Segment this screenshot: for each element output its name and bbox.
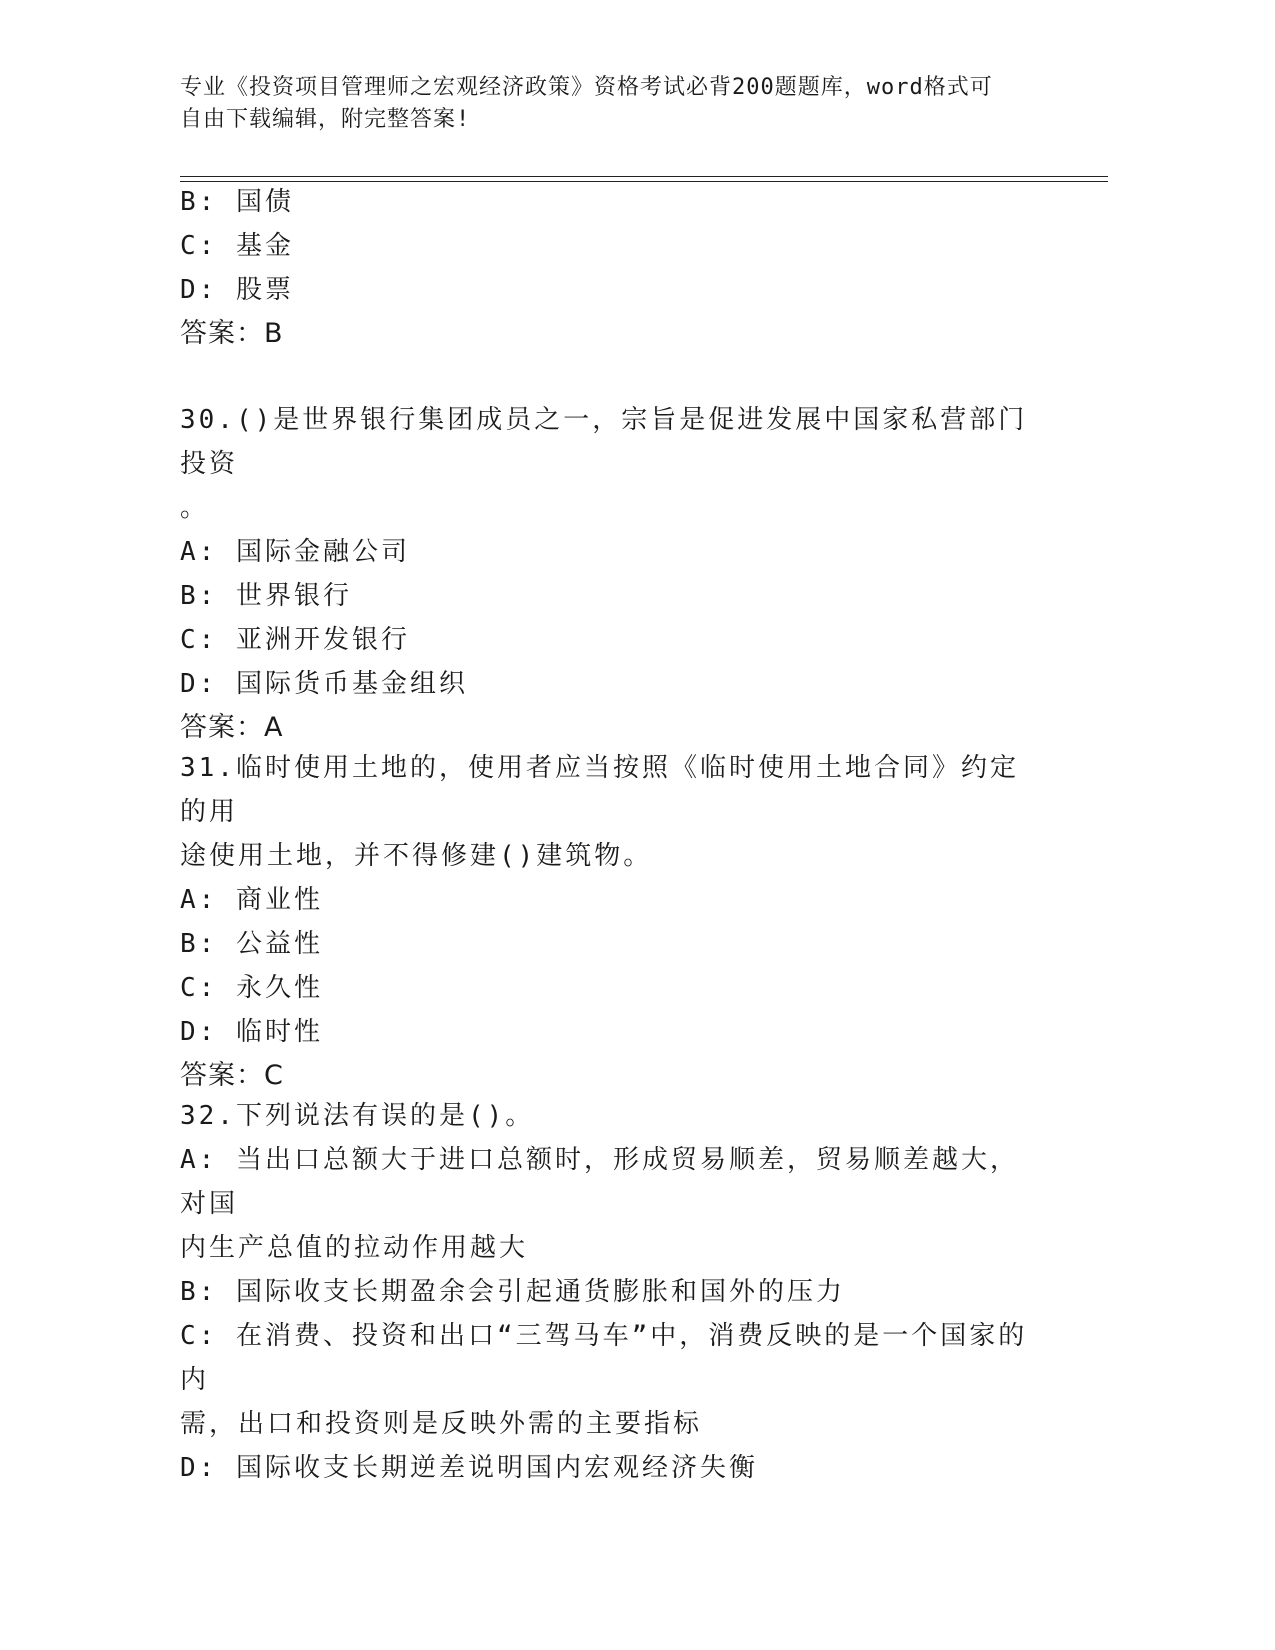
header-line-2: 自由下载编辑，附完整答案! xyxy=(180,107,471,132)
question-text-line-1: 31.临时使用土地的，使用者应当按照《临时使用土地合同》约定的用 xyxy=(180,753,1019,827)
question-text-line-1: 32.下列说法有误的是()。 xyxy=(180,1101,535,1131)
option-c-line-1: C: 在消费、投资和出口“三驾马车”中，消费反映的是一个国家的内 xyxy=(180,1321,1028,1395)
document-header xyxy=(180,72,1040,136)
document-page xyxy=(180,0,1110,1650)
option-c-line-2: 需，出口和投资则是反映外需的主要指标 xyxy=(180,1409,703,1439)
option-d: D: 国际收支长期逆差说明国内宏观经济失衡 xyxy=(180,1453,758,1483)
option-d: D: 股票 xyxy=(180,275,294,305)
question-32 xyxy=(180,1094,1040,1490)
question-text-line-2: 途使用土地，并不得修建()建筑物。 xyxy=(180,841,653,871)
option-c: C: 亚洲开发银行 xyxy=(180,625,410,655)
option-a-line-2: 内生产总值的拉动作用越大 xyxy=(180,1233,529,1263)
answer-line: 答案：B xyxy=(180,318,284,349)
option-d: D: 国际货币基金组织 xyxy=(180,669,468,699)
option-c: C: 基金 xyxy=(180,231,294,261)
question-text-line-2: 。 xyxy=(180,493,210,523)
header-line-1: 专业《投资项目管理师之宏观经济政策》资格考试必背200题题库，word格式可 xyxy=(180,75,993,100)
option-b: B: 国际收支长期盈余会引起通货膨胀和国外的压力 xyxy=(180,1277,845,1307)
question-31 xyxy=(180,746,1040,1098)
option-a: A: 国际金融公司 xyxy=(180,537,410,567)
option-c: C: 永久性 xyxy=(180,973,323,1003)
option-a-line-1: A: 当出口总额大于进口总额时，形成贸易顺差，贸易顺差越大，对国 xyxy=(180,1145,1019,1219)
option-a: A: 商业性 xyxy=(180,885,323,915)
question-29 xyxy=(180,180,1040,356)
answer-line: 答案：C xyxy=(180,1060,284,1091)
option-d: D: 临时性 xyxy=(180,1017,323,1047)
option-b: B: 国债 xyxy=(180,187,294,217)
option-b: B: 世界银行 xyxy=(180,581,352,611)
option-b: B: 公益性 xyxy=(180,929,323,959)
question-text-line-1: 30.()是世界银行集团成员之一，宗旨是促进发展中国家私营部门投资 xyxy=(180,405,1028,479)
answer-line: 答案：A xyxy=(180,712,284,743)
question-30 xyxy=(180,398,1040,750)
